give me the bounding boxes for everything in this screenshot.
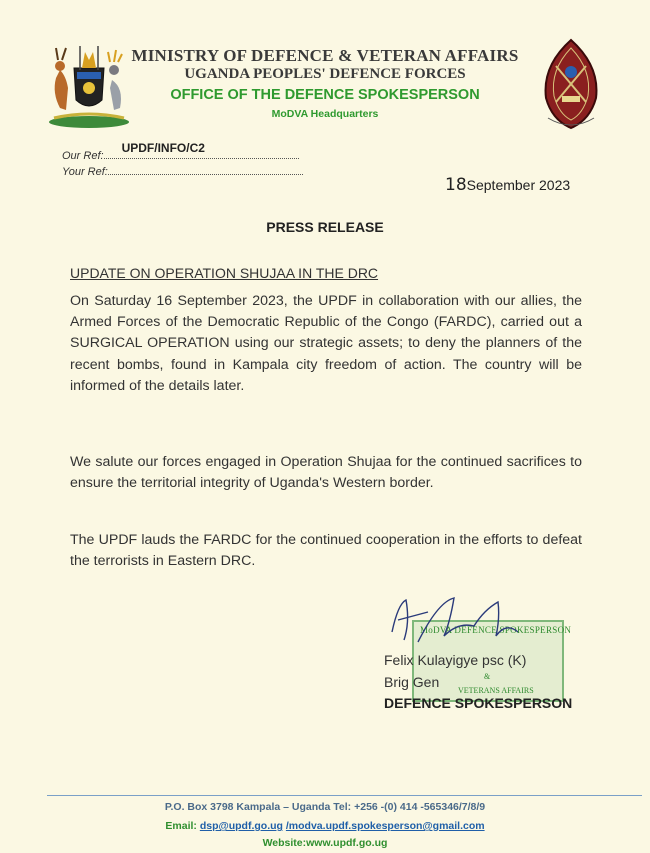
your-ref <box>62 164 303 178</box>
stamp-line-1: MoDVA DEFENCE SPOKESPERSON <box>420 625 572 635</box>
footer-divider <box>47 795 642 796</box>
date-month-year: September 2023 <box>466 177 571 193</box>
email-label: Email: <box>165 820 200 832</box>
footer-email <box>0 820 650 832</box>
stamp-line-3: VETERANS AFFAIRS <box>458 686 534 695</box>
signatory-rank: Brig Gen <box>384 674 440 690</box>
email-link-modva[interactable]: /modva.updf.spokesperson@gmail.com <box>285 820 485 832</box>
our-ref-value: UPDF/INFO/C2 <box>121 141 205 155</box>
signature <box>388 592 528 652</box>
your-ref-label: Your Ref: <box>62 166 108 178</box>
subject-line: UPDATE ON OPERATION SHUJAA IN THE DRC <box>70 265 379 281</box>
hq-heading: MoDVA Headquarters <box>271 108 379 120</box>
footer-address: P.O. Box 3798 Kampala – Uganda Tel: +256 -(0) 414 -565346/7/8/9 <box>164 801 486 813</box>
office-heading: OFFICE OF THE DEFENCE SPOKESPERSON <box>170 87 480 103</box>
footer-website[interactable]: Website:www.updf.go.ug <box>262 837 388 849</box>
paragraph-1: On Saturday 16 September 2023, the UPDF in collaboration with our allies, the Armed Forces of the Democratic Republic of the Congo (FARDC), carried out a SURGICAL OPERATION using our strategic assets; to deny the planners of the recent bombs, found in Kampala city freedom of action. The country will be informed of the details later. <box>70 293 582 394</box>
paragraph-2: We salute our forces engaged in Operation Shujaa for the continued sacrifices to ensure the territorial integrity of Uganda's Western border. <box>70 454 582 492</box>
force-heading: UGANDA PEOPLES' DEFENCE FORCES <box>184 66 466 82</box>
signatory-name: Felix Kulayigye psc (K) <box>384 652 527 668</box>
date-day: 18 <box>445 175 467 195</box>
our-ref-label: Our Ref: <box>62 150 104 162</box>
our-ref <box>62 141 299 162</box>
stamp-line-2: & <box>484 672 491 681</box>
document-title: PRESS RELEASE <box>266 219 384 235</box>
release-date <box>445 175 570 195</box>
email-link-dsp[interactable]: dsp@updf.go.ug <box>199 820 283 832</box>
signatory-role: DEFENCE SPOKESPERSON <box>384 695 573 711</box>
ministry-heading: MINISTRY OF DEFENCE & VETERAN AFFAIRS <box>131 46 519 65</box>
paragraph-3: The UPDF lauds the FARDC for the continued cooperation in the efforts to defeat the terrorists in Eastern DRC. <box>70 532 582 570</box>
